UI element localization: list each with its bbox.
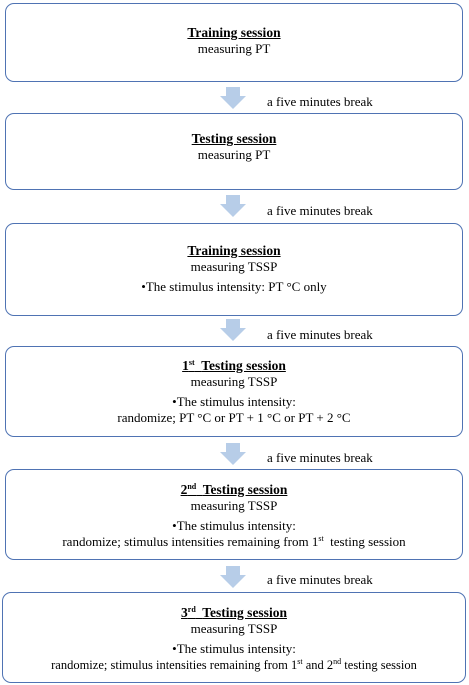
break-label: a five minutes break [267, 572, 373, 587]
step-title-text: Testing session [202, 482, 288, 497]
step-detail: •The stimulus intensity: [172, 394, 296, 409]
step-title-text: Testing session [202, 605, 287, 620]
step-box-training-pt [5, 3, 463, 82]
down-arrow-icon [220, 443, 246, 465]
ordinal: 1 [182, 358, 189, 373]
break-label: a five minutes break [267, 450, 373, 465]
step-detail: randomize; PT °C or PT + 1 °C or PT + 2 °C [117, 410, 351, 425]
down-arrow-icon [220, 319, 246, 341]
down-arrow-icon [220, 87, 246, 109]
step-box-1st-testing [5, 346, 463, 437]
step-box-testing-pt [5, 113, 463, 190]
ordinal: 3 [181, 605, 188, 620]
step-title: Testing session [191, 131, 277, 146]
ordinal: 2 [180, 482, 188, 497]
ordinal-suffix: st [188, 358, 195, 367]
step-detail: •The stimulus intensity: PT °C only [141, 279, 327, 294]
step-title-text: Testing session [201, 358, 286, 373]
step-detail: measuring TSSP [190, 498, 278, 513]
ordinal-suffix: rd [187, 605, 196, 614]
step-box-training-tssp [5, 223, 463, 316]
step-title: Training session [187, 25, 281, 40]
step-detail: measuring TSSP [190, 259, 278, 274]
step-detail: measuring PT [197, 41, 271, 56]
step-detail: measuring TSSP [190, 621, 278, 636]
step-detail: randomize; stimulus intensities remaining from 1st and 2nd testing session [51, 657, 417, 672]
break-label: a five minutes break [267, 203, 373, 218]
break-label: a five minutes break [267, 327, 373, 342]
step-detail: measuring TSSP [190, 374, 278, 389]
down-arrow-icon [220, 566, 246, 588]
step-box-3rd-testing [2, 592, 466, 683]
step-detail: •The stimulus intensity: [172, 518, 296, 533]
step-title [3, 605, 465, 621]
down-arrow-icon [220, 195, 246, 217]
break-label: a five minutes break [267, 94, 373, 109]
step-title: Training session [187, 243, 281, 258]
step-title [6, 482, 462, 498]
step-detail: measuring PT [197, 147, 271, 162]
ordinal-suffix: nd [187, 482, 197, 491]
step-box-2nd-testing [5, 469, 463, 560]
step-detail: •The stimulus intensity: [172, 641, 296, 656]
step-title [6, 358, 462, 374]
step-detail: randomize; stimulus intensities remaining from 1st testing session [62, 534, 406, 549]
